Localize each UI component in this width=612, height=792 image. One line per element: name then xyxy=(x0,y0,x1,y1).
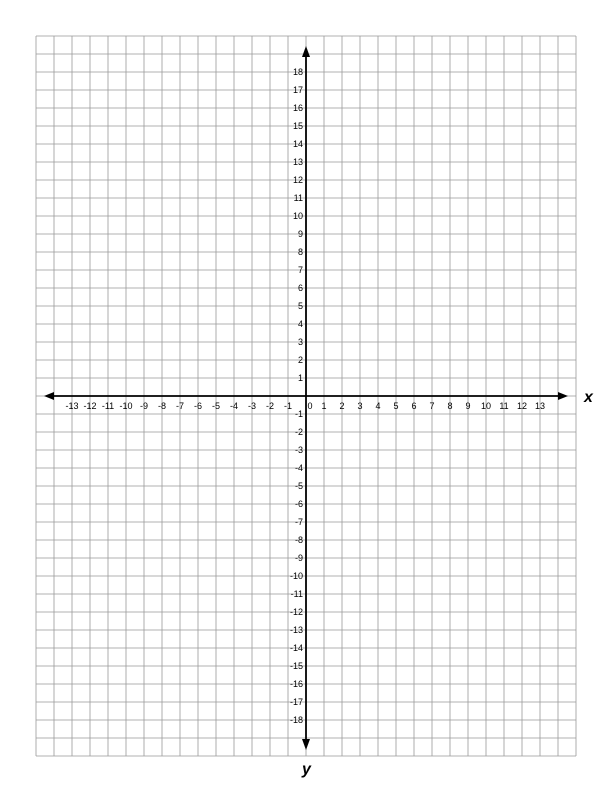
y-tick-label: 10 xyxy=(292,211,303,221)
x-tick-label: 2 xyxy=(339,401,345,411)
x-tick-label: -13 xyxy=(65,401,79,411)
y-tick-label: -4 xyxy=(294,463,303,473)
y-tick-label: 13 xyxy=(292,157,303,167)
y-tick-label: -5 xyxy=(294,481,303,491)
x-tick-label: 12 xyxy=(516,401,528,411)
x-tick-label: 6 xyxy=(411,401,417,411)
y-tick-label: 16 xyxy=(292,103,303,113)
y-tick-label: 1 xyxy=(297,373,303,383)
y-tick-label: 2 xyxy=(297,355,303,365)
y-tick-label: 5 xyxy=(297,301,303,311)
x-tick-label: 9 xyxy=(465,401,471,411)
y-tick-label: -8 xyxy=(294,535,303,545)
y-tick-label: 18 xyxy=(292,67,303,77)
x-tick-label: 8 xyxy=(447,401,453,411)
x-tick-label: -6 xyxy=(193,401,203,411)
x-tick-label: -7 xyxy=(175,401,185,411)
y-tick-label: 3 xyxy=(297,337,303,347)
y-tick-label: -13 xyxy=(289,625,303,635)
y-tick-label: 7 xyxy=(297,265,303,275)
y-tick-label: 11 xyxy=(293,193,303,203)
y-tick-label: 17 xyxy=(292,85,303,95)
y-tick-label: -2 xyxy=(294,427,303,437)
x-axis-right-arrow-icon xyxy=(558,392,568,400)
y-tick-label: -17 xyxy=(289,697,303,707)
y-tick-label: -3 xyxy=(294,445,303,455)
x-tick-label: 5 xyxy=(393,401,399,411)
x-tick-label: -11 xyxy=(101,401,115,411)
y-tick-label: 14 xyxy=(292,139,303,149)
x-tick-label: -3 xyxy=(247,401,257,411)
y-tick-label: 8 xyxy=(297,247,303,257)
x-tick-label: 1 xyxy=(321,401,327,411)
y-axis-down-arrow-icon xyxy=(302,739,310,750)
x-tick-label: -8 xyxy=(157,401,167,411)
x-tick-label: -5 xyxy=(211,401,221,411)
y-tick-label: -6 xyxy=(294,499,303,509)
y-tick-label: -7 xyxy=(294,517,303,527)
x-tick-label: 0 xyxy=(307,401,313,411)
y-tick-label: 4 xyxy=(297,319,303,329)
x-tick-label: 4 xyxy=(375,401,381,411)
y-tick-label: 15 xyxy=(292,121,303,131)
y-tick-label: -9 xyxy=(294,553,303,563)
y-tick-label: 9 xyxy=(297,229,303,239)
y-axis-up-arrow-icon xyxy=(302,46,310,57)
x-axis-label: x xyxy=(584,389,593,406)
y-tick-label: -1 xyxy=(294,409,303,419)
y-tick-label: -12 xyxy=(289,607,303,617)
y-tick-label: -11 xyxy=(290,589,303,599)
x-tick-label: 10 xyxy=(480,401,492,411)
x-tick-label: -9 xyxy=(139,401,149,411)
x-tick-label: -2 xyxy=(265,401,275,411)
y-tick-label: -14 xyxy=(289,643,303,653)
x-tick-label: -1 xyxy=(283,401,293,411)
axes xyxy=(44,46,568,750)
x-tick-label: 13 xyxy=(534,401,546,411)
x-tick-label: 3 xyxy=(357,401,363,411)
y-tick-label: -10 xyxy=(289,571,303,581)
y-tick-label: -18 xyxy=(289,715,303,725)
x-tick-label: -10 xyxy=(119,401,133,411)
x-tick-label: -4 xyxy=(229,401,239,411)
y-tick-label: -16 xyxy=(289,679,303,689)
x-tick-label: 7 xyxy=(429,401,435,411)
y-tick-label: -15 xyxy=(289,661,303,671)
y-tick-label: 6 xyxy=(297,283,303,293)
y-axis-label: y xyxy=(302,761,311,778)
x-tick-label: 11 xyxy=(499,401,509,411)
y-tick-label: 12 xyxy=(292,175,303,185)
x-axis-left-arrow-icon xyxy=(44,392,54,400)
x-tick-label: -12 xyxy=(83,401,97,411)
